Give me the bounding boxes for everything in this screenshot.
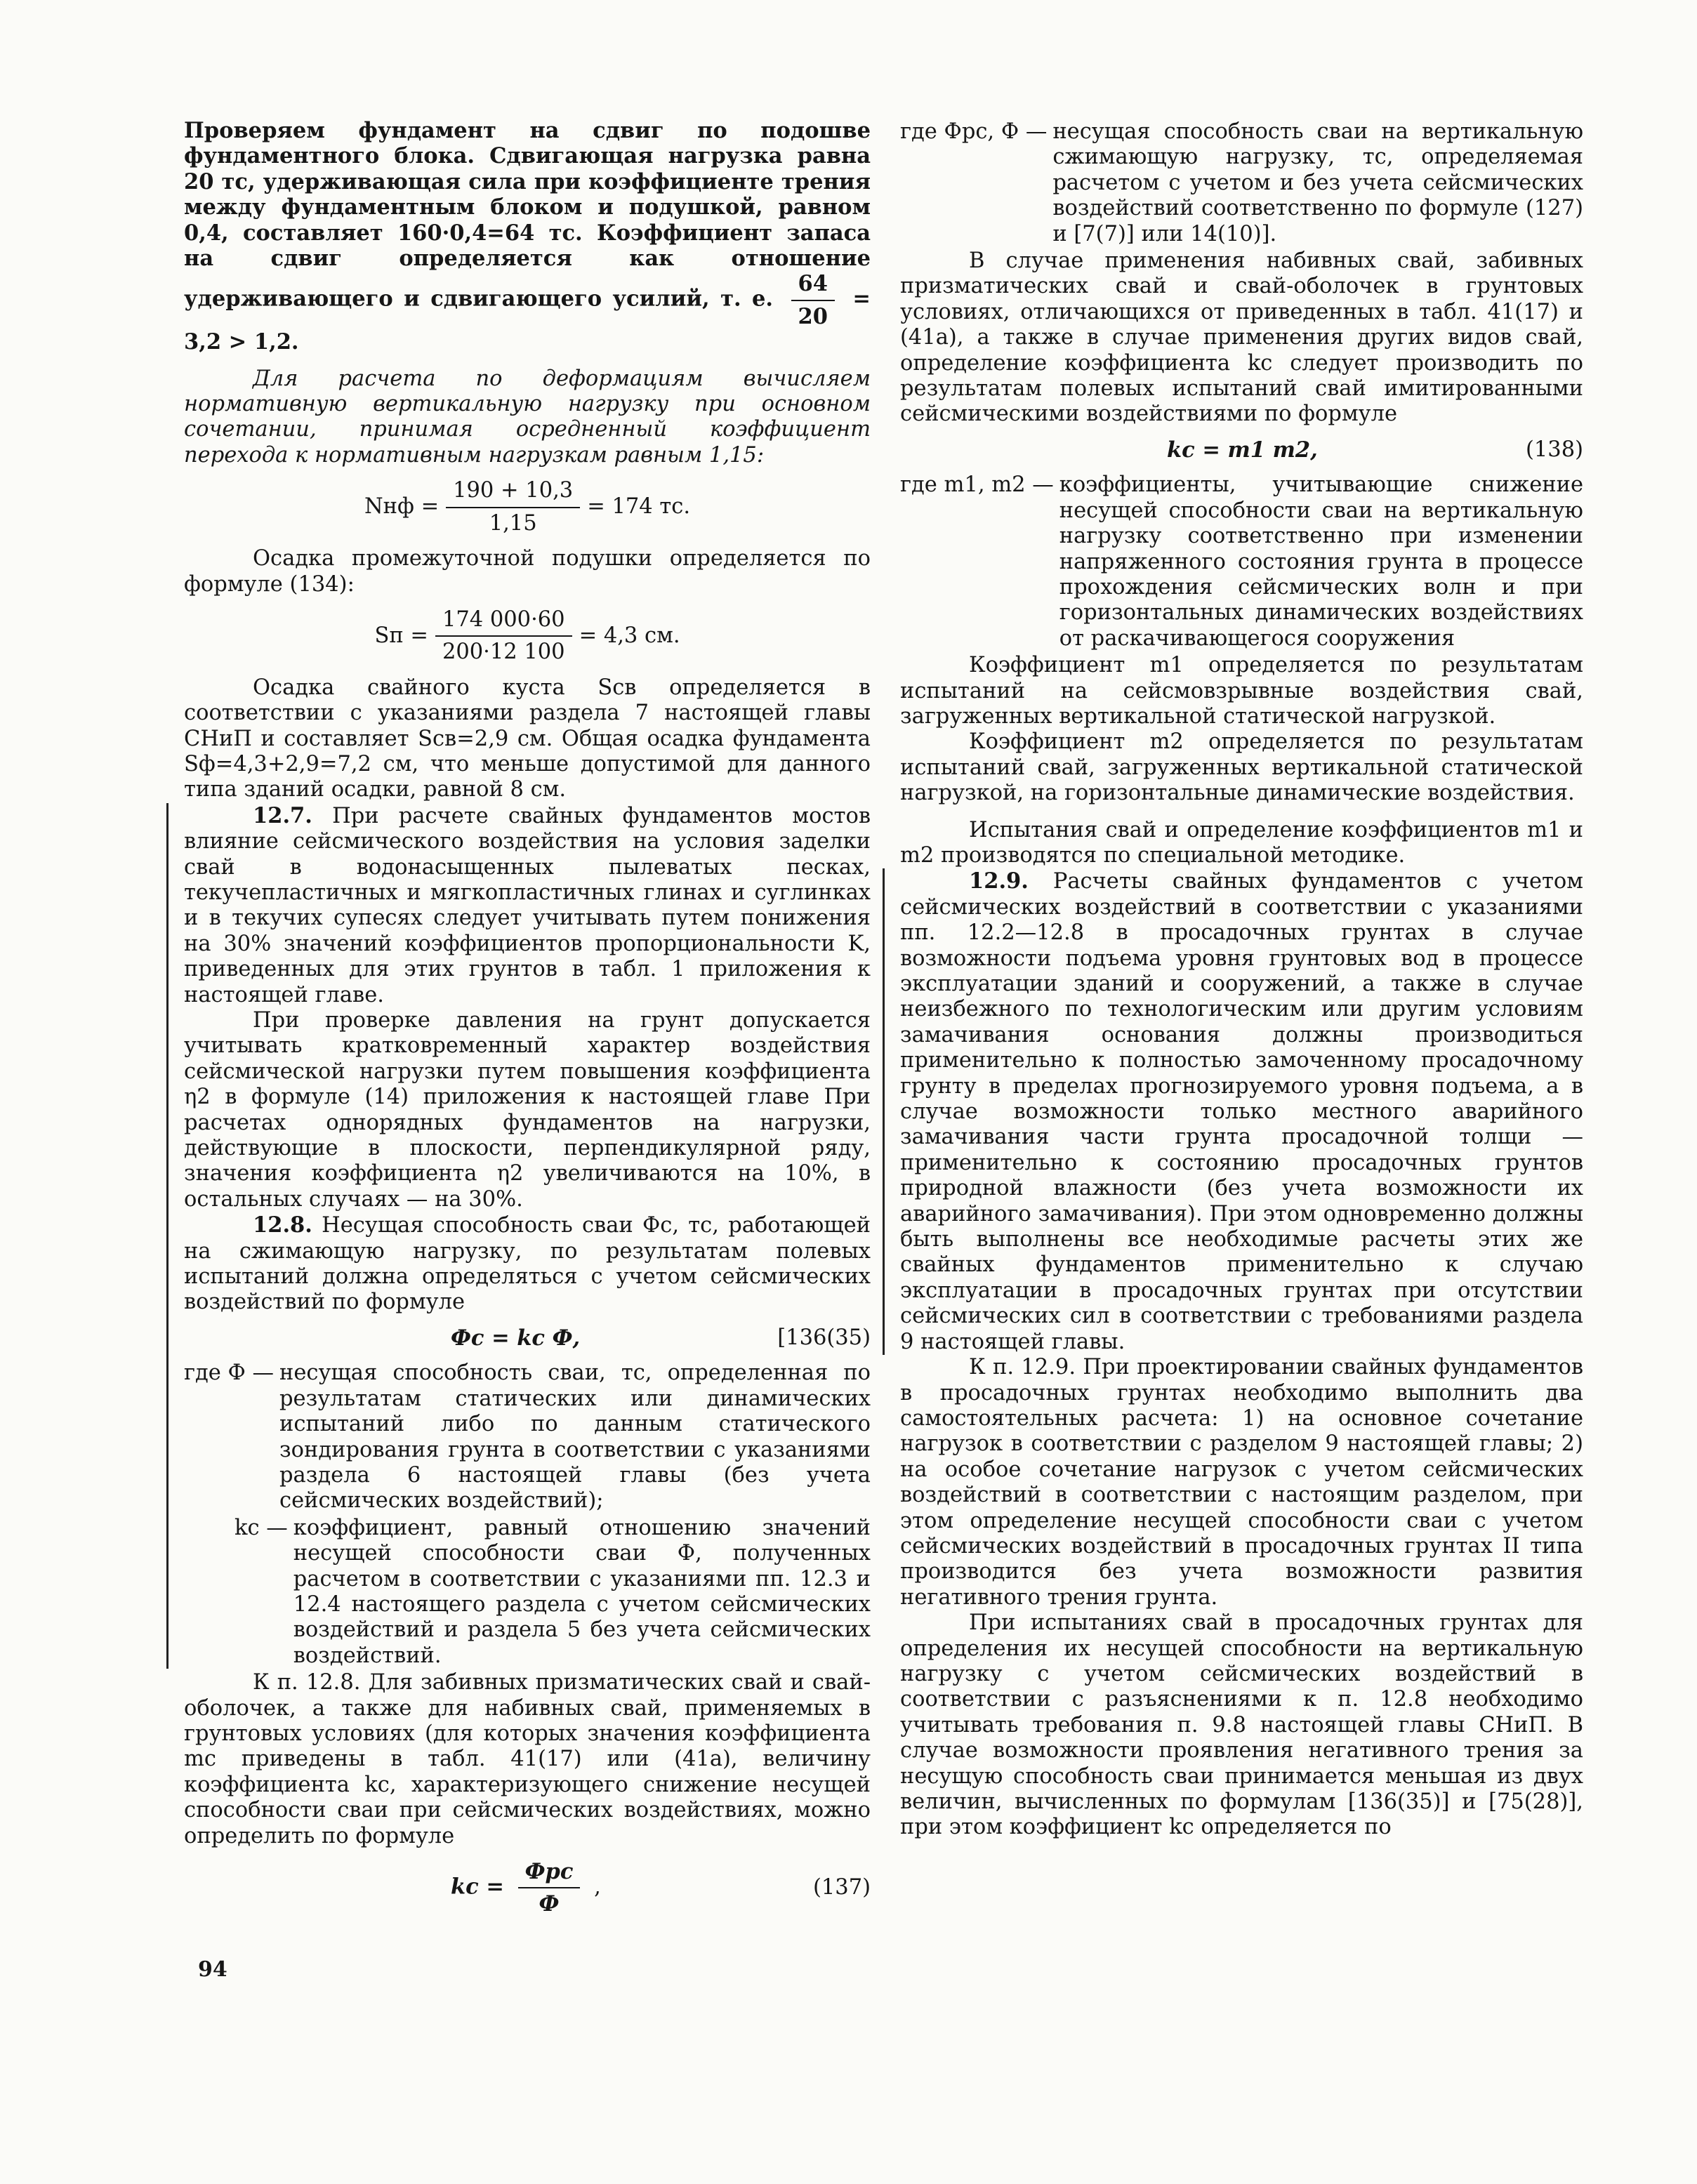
clause-12-7: 12.7. При расчете свайных фундаментов мостов влияние сейсмического воздействия на условия заделки свай в водонасыщенных пылеватых песках, текучепластичных и мягкопластичных глинах и суглинках и в текучих супесях следует учитывать путем понижения на 30% значений коэффициентов пропорциональности K, приведенных для этих грунтов в табл. 1 приложения к настоящей главе. bbox=[184, 802, 871, 1007]
equation-137: kс = $\frac{\text{Фрс}}{Ф}$ , (137) bbox=[451, 1859, 871, 1917]
paragraph-pile-settlement: Осадка свайного куста Sсв определяется в соответствии с указаниями раздела 7 настоящей главы СНиП и составляет Sсв=2,9 см. Общая осадка фундамента Sф=4,3+2,9=7,2 см, что меньше допустимой для данного типа зданий осадки, равной 8 см. bbox=[184, 675, 871, 802]
fraction-shear: $\frac{64}{20}$ bbox=[791, 271, 835, 329]
clause-12-9: 12.9. Расчеты свайных фундаментов с учетом сейсмических воздействий в соответствии с указаниями пп. 12.2—12.8 в просадочных грунтах в случае возможности подъема уровня грунтовых вод в процессе эксплуатации зданий и сооружений, а также в случае неизбежного по технологическим или другим условиям замачивания основания должны производиться применительно к полностью замоченному просадочному грунту в пределах прогнозируемого уровня подъема, а в случае возможности только местного аварийного замачивания части грунта просадочной толщи — применительно к состоянию просадочных грунтов природной влажности (без учета возможности их аварийного замачивания). При этом одновременно должны быть выполнены все необходимые расчеты этих же свайных фундаментов применительно к случаю эксплуатации в просадочных грунтах при отсутствии сейсмических сил в соответствии с требованиями раздела 9 настоящей главы. bbox=[900, 868, 1583, 1354]
paragraph-loess-tests: При испытаниях свай в просадочных грунтах для определения их несущей способности на вертикальную нагрузку с учетом сейсмических воздействий в соответствии с разъяснениями к п. 12.8 необходимо учитывать требования п. 9.8 настоящей главы СНиП. В случае возможности проявления негативного трения за несущую способность сваи принимается меньшая из двух величин, вычисленных по формулам [136(35)] и [75(28)], при этом коэффициент kс определяется по bbox=[900, 1610, 1583, 1840]
equation-136: Фс = kс Ф, [136(35) bbox=[451, 1325, 871, 1351]
paragraph-cushion-settlement: Осадка промежуточной подушки определяется по формуле (134): bbox=[184, 546, 871, 597]
paragraph-other-piles: В случае применения набивных свай, забивных призматических свай и свай-оболочек в грунтовых условиях, отличающихся от приведенных в табл. 41(17) и (41а), а также в случае применения других видов свай, определение коэффициента kс следует производить по результатам полевых испытаний свай имитированными сейсмическими воздействиями по формуле bbox=[900, 249, 1583, 427]
paragraph-testing: Испытания свай и определение коэффициентов m1 и m2 производятся по специальной методике. bbox=[900, 817, 1583, 868]
left-column bbox=[184, 118, 871, 1927]
paragraph-m1: Коэффициент m1 определяется по результатам испытаний на сейсмовзрывные воздействия свай, загруженных вертикальной статической нагрузкой. bbox=[900, 653, 1583, 729]
equation-cushion-settlement: Sп = $\frac{174 000\cdot 60}{200\cdot 12 100}$ = 4,3 см. bbox=[374, 607, 680, 665]
clause-12-8: 12.8. Несущая способность сваи Фс, тс, работающей на сжимающую нагрузку, по результатам полевых испытаний должна определяться с учетом сейсмических воздействий по формуле bbox=[184, 1212, 871, 1315]
definition-m1-m2: где m1, m2 — коэффициенты, учитывающие снижение несущей способности сваи на вертикальную нагрузку соответственно при изменении напряженного состояния грунта в процессе прохождения сейсмических волн и при горизонтальных динамических воздействиях от раскачивающегося сооружения bbox=[900, 472, 1583, 651]
equation-normative-load: Nнф = $\frac{190 + 10,3}{1,15}$ = 174 тс. bbox=[364, 478, 691, 536]
page-number: 94 bbox=[198, 1957, 227, 1982]
paragraph-shear-check: Проверяем фундамент на сдвиг по подошве фундаментного блока. Сдвигающая нагрузка равна 20 тс, удерживающая сила при коэффициенте трения между фундаментным блоком и подушкой, равном 0,4, составляет 160·0,4=64 тс. Коэффициент запаса на сдвиг определяется как отношение удерживающего и сдвигающего усилий, т. е. $\frac{64}{20}$ = 3,2 > 1,2. bbox=[184, 118, 871, 355]
definition-phi-p: где Фрс, Ф — несущая способность сваи на вертикальную сжимающую нагрузку, тс, определяемая расчетом с учетом и без учета сейсмических воздействий соответственно по формуле (127) и [7(7)] или 14(10)]. bbox=[900, 119, 1583, 246]
commentary-12-8: К п. 12.8. Для забивных призматических свай и свай-оболочек, а также для набивных свай, применяемых в грунтовых условиях (для которых значения коэффициента mс приведены в табл. 41(17) или (41а), величину коэффициента kс, характеризующего снижение несущей способности сваи при сейсмических воздействиях, можно определить по формуле bbox=[184, 1670, 871, 1848]
definition-phi: где Ф — несущая способность сваи, тс, определенная по результатам статических или динамических испытаний либо по данным статического зондирования грунта в соответствии с указаниями раздела 6 настоящей главы (без учета сейсмических воздействий); bbox=[184, 1361, 871, 1514]
clause-12-7-second: При проверке давления на грунт допускается учитывать кратковременный характер воздействия сейсмической нагрузки путем повышения коэффициента η2 в формуле (14) приложения к настоящей главе При расчетах однорядных фундаментов на нагрузки, действующие в плоскости, перпендикулярной ряду, значения коэффициента η2 увеличиваются на 10%, в остальных случаях — на 30%. bbox=[184, 1008, 871, 1212]
paragraph-deformation: Для расчета по деформациям вычисляем нормативную вертикальную нагрузку при основном сочетании, принимая осредненный коэффициент перехода к нормативным нагрузкам равным 1,15: bbox=[184, 366, 871, 468]
equation-138: kс = m1 m2, (138) bbox=[1167, 437, 1583, 463]
definition-kc: kс — коэффициент, равный отношению значений несущей способности сваи Ф, полученных расчетом в соответствии с указаниями пп. 12.3 и 12.4 настоящего раздела с учетом сейсмических воздействий и раздела 5 без учета сейсмических воздействий. bbox=[235, 1515, 871, 1668]
norm-text-12-9 bbox=[883, 868, 1583, 1355]
right-column bbox=[900, 118, 1583, 1841]
commentary-12-9: К п. 12.9. При проектировании свайных фундаментов в просадочных грунтах необходимо выполнить два самостоятельных расчета: 1) на основное сочетание нагрузок в соответствии с разделом 9 настоящей главы; 2) на особое сочетание нагрузок с учетом сейсмических воздействий в соответствии с настоящим разделом, при этом определение несущей способности сваи с учетом сейсмических воздействий в просадочных грунтах II типа производится без учета возможности развития негативного трения грунта. bbox=[900, 1355, 1583, 1610]
paragraph-m2: Коэффициент m2 определяется по результатам испытаний свай, загруженных вертикальной статической нагрузкой, на горизонтальные динамические воздействия. bbox=[900, 729, 1583, 806]
norm-text-12-7-12-8 bbox=[166, 803, 871, 1669]
